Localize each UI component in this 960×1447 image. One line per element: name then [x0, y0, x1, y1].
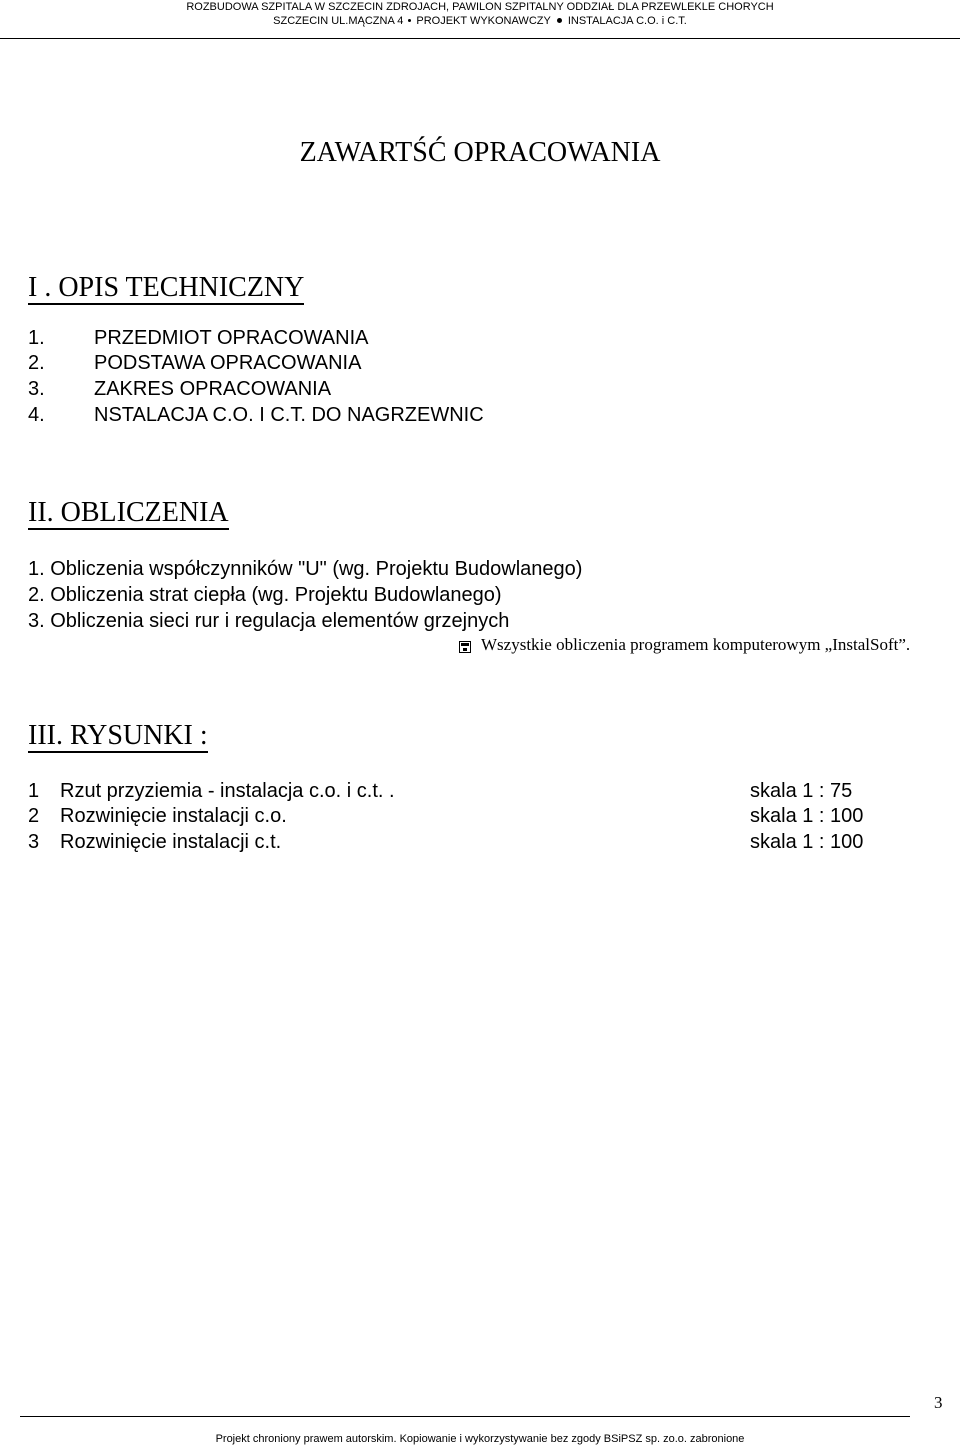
list-item: 2. Obliczenia strat ciepła (wg. Projektu Budowlanego)	[28, 584, 502, 606]
drawing-number: 2	[28, 805, 40, 827]
section-1-heading: I . OPIS TECHNICZNY	[28, 272, 305, 303]
drawing-scale: skala 1 : 100	[750, 831, 864, 853]
section-2-heading: II. OBLICZENIA	[28, 497, 229, 528]
list-item-text: ZAKRES OPRACOWANIA	[94, 378, 332, 400]
list-item-text: PRZEDMIOT OPRACOWANIA	[94, 327, 369, 349]
list-item: 2.	[28, 352, 45, 374]
header-line-2	[0, 15, 960, 27]
footer-divider	[20, 1416, 910, 1417]
header-line-1: ROZBUDOWA SZPITALA W SZCZECIN ZDROJACH, PAWILON SZPITALNY ODDZIAŁ DLA PRZEWLEKLE CHORYCH	[186, 1, 774, 13]
list-item: 4.	[28, 404, 45, 426]
bullet-icon	[408, 19, 411, 22]
footer-copyright: Projekt chroniony prawem autorskim. Kopiowanie i wykorzystywanie bez zgody BSiPSZ sp. zo.o. zabronione	[215, 1433, 745, 1445]
drawing-title: Rzut przyziemia - instalacja c.o. i c.t. .	[60, 780, 395, 802]
drawing-scale: skala 1 : 100	[750, 805, 864, 827]
drawing-number: 1	[28, 780, 40, 802]
drawing-number: 3	[28, 831, 40, 853]
header-installation: INSTALACJA C.O. i C.T.	[567, 15, 687, 27]
floppy-icon	[459, 641, 471, 653]
drawing-scale: skala 1 : 75	[750, 780, 853, 802]
list-item: 1.	[28, 327, 45, 349]
list-item-text: PODSTAWA OPRACOWANIA	[94, 352, 362, 374]
header-project-type: PROJEKT WYKONAWCZY	[416, 15, 551, 27]
header-address: SZCZECIN UL.MĄCZNA 4	[273, 15, 404, 27]
drawing-title: Rozwinięcie instalacji c.o.	[60, 805, 287, 827]
page-title: ZAWARTŚĆ OPRACOWANIA	[299, 137, 661, 168]
section-3-heading: III. RYSUNKI :	[28, 720, 208, 751]
list-item: 3.	[28, 378, 45, 400]
list-item: 1. Obliczenia współczynników "U" (wg. Projektu Budowlanego)	[28, 558, 583, 580]
page-number: 3	[934, 1393, 943, 1412]
drawing-title: Rozwinięcie instalacji c.t.	[60, 831, 282, 853]
header-divider	[0, 38, 960, 39]
calculation-note: Wszystkie obliczenia programem komputerowym „InstalSoft”.	[481, 635, 911, 654]
bullet-icon	[557, 18, 562, 23]
list-item: 3. Obliczenia sieci rur i regulacja elementów grzejnych	[28, 610, 510, 632]
list-item-text: NSTALACJA C.O. I C.T. DO NAGRZEWNIC	[94, 404, 484, 426]
